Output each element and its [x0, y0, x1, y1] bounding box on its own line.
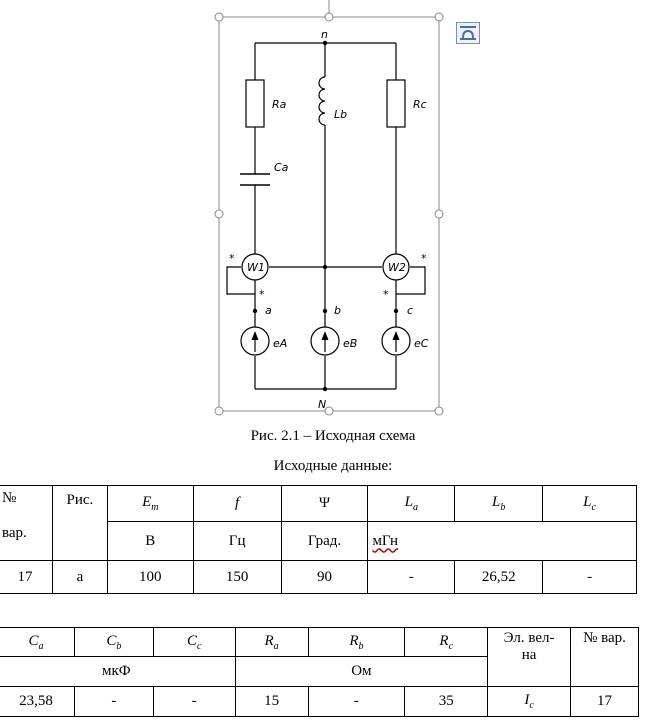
header-cb: $C_b$: [74, 628, 153, 657]
header-ra: $R_a$: [235, 628, 308, 657]
cell-quantity: $I_c$: [488, 687, 571, 717]
label-ca: Ca: [274, 161, 289, 174]
label-big-n: N: [318, 398, 327, 411]
data-title: Исходные данные:: [273, 458, 393, 474]
label-ea: eA: [273, 337, 288, 350]
polarity-mark: *: [383, 288, 389, 301]
parameters-table-1: [0, 485, 637, 594]
source-ec: [382, 327, 410, 355]
header-rb: $R_b$: [308, 628, 405, 657]
capacitor-ca: [240, 174, 270, 185]
source-ea: [241, 327, 269, 355]
cell-variant-2: 17: [571, 687, 639, 717]
resistor-rc: [387, 80, 405, 127]
header-figure: Рис.: [52, 486, 107, 561]
polarity-mark: *: [421, 252, 427, 265]
header-ca: $C_a$: [0, 628, 74, 657]
polarity-mark: *: [259, 288, 265, 301]
unit-f: Гц: [193, 522, 281, 561]
label-w1: W1: [247, 261, 265, 274]
label-ec: eC: [414, 337, 429, 350]
source-eb: [311, 327, 339, 355]
cell-variant: 17: [0, 561, 52, 594]
header-lb: $L_b$: [455, 486, 543, 522]
cell-ca: 23,58: [0, 687, 74, 717]
header-quantity: [488, 628, 571, 687]
unit-c: мкФ: [0, 657, 235, 687]
label-ra: Ra: [272, 98, 287, 111]
figure-caption: Рис. 2.1 – Исходная схема: [250, 428, 416, 444]
label-eb: eB: [343, 337, 358, 350]
inductor-lb: [319, 77, 325, 125]
unit-em: В: [107, 522, 193, 561]
cell-em: 100: [107, 561, 193, 594]
cell-psi: 90: [281, 561, 368, 594]
header-f: f: [193, 486, 281, 522]
header-variant-2: № вар.: [571, 628, 639, 687]
cell-f: 150: [193, 561, 281, 594]
header-em: $E_m$: [107, 486, 193, 522]
label-a: a: [265, 304, 272, 317]
layout-options-icon[interactable]: [456, 22, 480, 44]
cell-la: -: [368, 561, 455, 594]
label-b: b: [334, 304, 341, 317]
header-variant-line2: вар.: [2, 525, 27, 541]
header-rc: $R_c$: [405, 628, 488, 657]
resistor-ra: [246, 80, 264, 127]
cell-ra: 15: [235, 687, 308, 717]
unit-psi: Град.: [281, 522, 368, 561]
header-variant: [0, 486, 52, 561]
label-rc: Rc: [413, 98, 427, 111]
cell-lb: 26,52: [455, 561, 543, 594]
unit-l: мГн: [368, 522, 637, 561]
header-lc: $L_c$: [543, 486, 637, 522]
header-variant-line1: №: [2, 490, 17, 506]
header-quantity-line2: на: [521, 647, 537, 663]
label-w2: W2: [388, 261, 406, 274]
unit-r: Ом: [235, 657, 488, 687]
cell-cb: -: [74, 687, 153, 717]
label-lb: Lb: [334, 108, 348, 121]
header-la: $L_a$: [368, 486, 455, 522]
parameters-table-2: [0, 627, 639, 717]
header-cc: $C_c$: [153, 628, 235, 657]
cell-rb: -: [308, 687, 405, 717]
header-quantity-line1: Эл. вел-: [503, 630, 555, 646]
header-psi: Ψ: [281, 486, 368, 522]
label-n: n: [321, 28, 328, 41]
cell-rc: 35: [405, 687, 488, 717]
cell-lc: -: [543, 561, 637, 594]
label-c: c: [407, 304, 414, 317]
cell-cc: -: [153, 687, 235, 717]
cell-figure: а: [52, 561, 107, 594]
polarity-mark: *: [229, 252, 235, 265]
